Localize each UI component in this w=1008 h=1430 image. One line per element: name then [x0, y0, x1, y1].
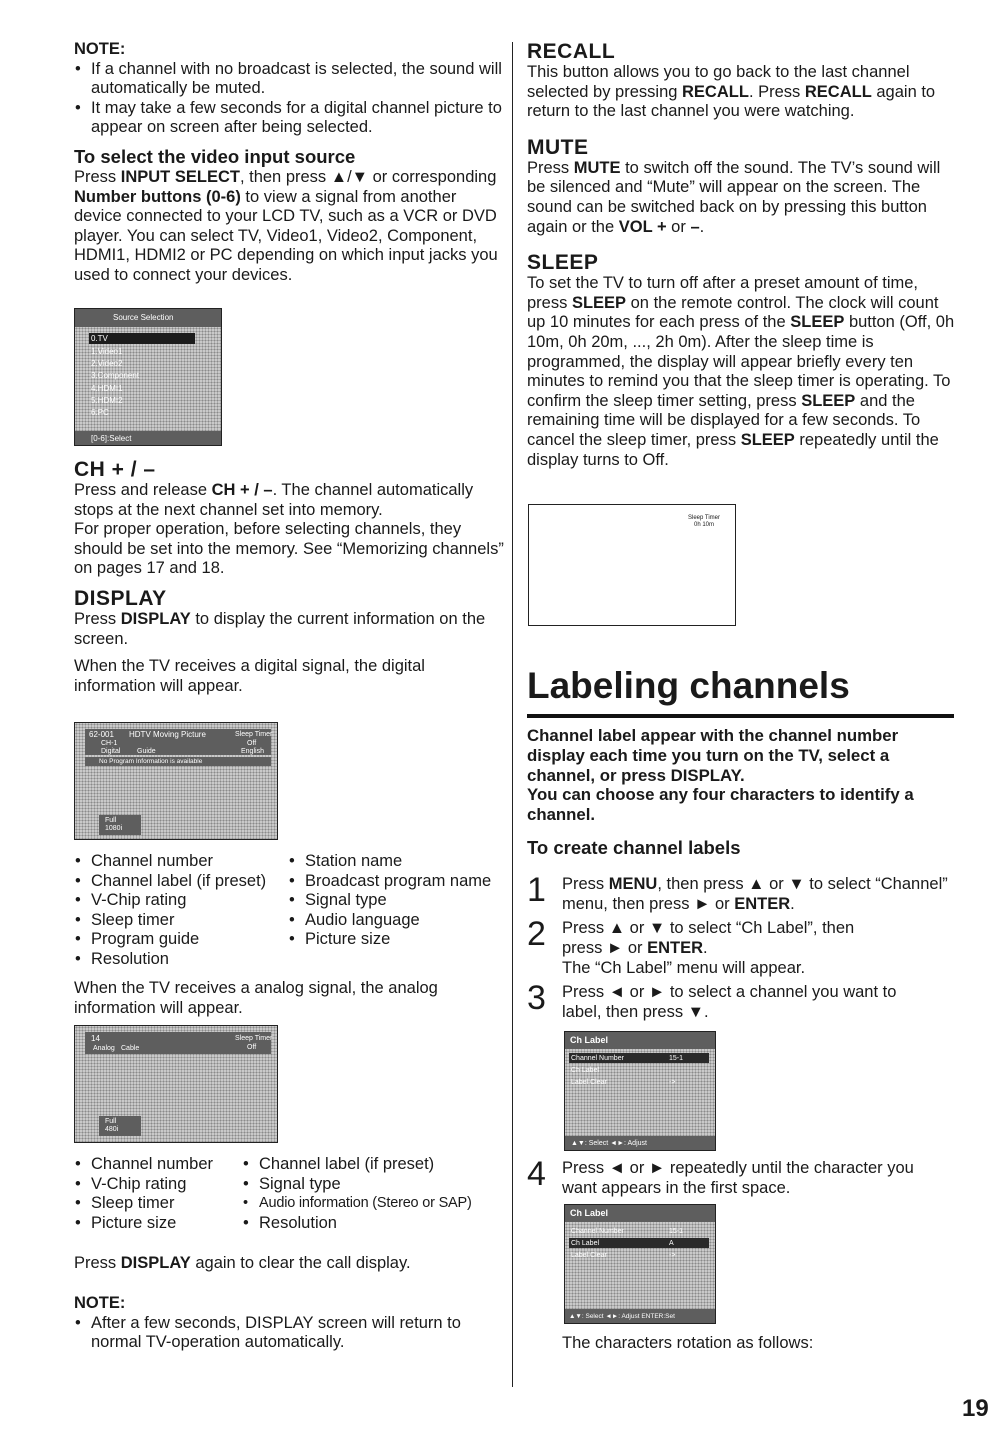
- screen-row-value: ->: [669, 1079, 676, 1086]
- recall-title: RECALL: [527, 40, 616, 63]
- ch-title: CH + / –: [74, 458, 156, 481]
- digital-list-right: [288, 852, 516, 950]
- screen-item: 0.TV: [91, 334, 108, 343]
- screen-sleep-label: Sleep Timer: [687, 515, 720, 521]
- list-item: • V-Chip rating: [74, 891, 289, 911]
- step-text: Press ▲ or ▼ to select “Ch Label”, then press ► or ENTER. The “Ch Label” menu will appear.: [562, 919, 855, 977]
- mute-title: MUTE: [527, 135, 589, 159]
- digital-list-left: [74, 852, 289, 970]
- list-item: • Sleep timer: [74, 911, 289, 931]
- ch-label-screen-2: [564, 1204, 716, 1324]
- ch-section: [74, 458, 504, 696]
- labeling-subtitle: To create channel labels: [527, 836, 741, 858]
- step-number: 2: [527, 915, 546, 953]
- note-title: NOTE:: [74, 1294, 126, 1312]
- screen-sub: Analog: [93, 1045, 115, 1052]
- screen-item: 6.PC: [91, 408, 109, 417]
- screen-header: Source Selection: [113, 313, 174, 322]
- step-text: Press ◄ or ► repeatedly until the character you want appears in the first space.: [562, 1159, 914, 1197]
- note-2: [74, 1294, 504, 1353]
- list-item: • Audio language: [288, 911, 516, 931]
- screen-size: Full: [105, 1118, 117, 1125]
- display-digital-text: When the TV receives a digital signal, the digital information will appear.: [74, 657, 425, 695]
- list-item: • After a few seconds, DISPLAY screen will return to normal TV-operation automatically.: [74, 1314, 504, 1353]
- screen-sleep-value: 0h 10m: [693, 522, 714, 528]
- screen-row-value: A: [669, 1240, 674, 1247]
- list-item: • Station name: [288, 852, 516, 872]
- note-list: [74, 1314, 504, 1353]
- analog-list-right: [242, 1155, 514, 1233]
- page-title: Labeling channels: [527, 665, 850, 706]
- screen-item: 5.HDMI2: [91, 396, 123, 405]
- screen-row: Label Clear: [571, 1252, 607, 1259]
- mute-text: Press MUTE to switch off the sound. The TV’s sound will be silenced and “Mute” will appear on the screen. The sound can be switched back on by pressing this button again or the VOL + or –.: [527, 158, 941, 236]
- screen-item: 4.HDMI1: [91, 384, 123, 393]
- video-input-title: To select the video input source: [74, 145, 356, 167]
- display-text: Press DISPLAY to display the current information on the screen.: [74, 609, 486, 648]
- digital-info-screen: [74, 722, 278, 840]
- list-item: • Channel number: [74, 1155, 244, 1175]
- list-item: • Resolution: [74, 950, 289, 970]
- display-title: DISPLAY: [74, 586, 167, 610]
- screen-row: Channel Number: [571, 1228, 624, 1235]
- screen-row: Ch Label: [571, 1067, 600, 1074]
- list-item: • Channel number: [74, 852, 289, 872]
- screen-sleep-value: Off: [247, 740, 257, 747]
- screen-row: Label Clear: [571, 1079, 607, 1086]
- list-item: • It may take a few seconds for a digital channel picture to appear on screen after being selected.: [74, 99, 504, 138]
- ch-text: Press and release CH + / –. The channel automatically stops at the next channel set into memory.: [74, 481, 474, 519]
- screen-footer: ▲▼: Select ◄►: Adjust: [571, 1140, 647, 1147]
- video-input-text: Press INPUT SELECT, then press ▲/▼ or corresponding Number buttons (0-6) to view a signal from another device connected to your LCD TV, such as a VCR or DVD player. You can select TV, Video1, Video2, Component, HDMI1, HDMI2 or PC depending on which input jacks you used to connect your devices.: [74, 167, 498, 284]
- screen-footer: ▲▼: Select ◄►: Adjust ENTER:Set: [569, 1313, 675, 1320]
- screen-row-value: 15-1: [669, 1228, 684, 1235]
- list-item: • Picture size: [288, 930, 516, 950]
- list-item: • Channel label (if preset): [74, 872, 289, 892]
- ch-label-screen-1: [564, 1031, 716, 1151]
- rotation-text: The characters rotation as follows:: [562, 1334, 814, 1352]
- digital-info-list: [74, 852, 514, 968]
- screen-row: Channel Number: [571, 1055, 624, 1062]
- screen-sleep-value: Off: [247, 1044, 257, 1051]
- labeling-lead: Channel label appear with the channel number display each time you turn on the TV, select a channel, or press DISPLAY.: [527, 726, 899, 785]
- note-list: [74, 60, 504, 138]
- left-column: [74, 40, 504, 286]
- screen-header: Ch Label: [570, 1035, 609, 1045]
- list-item: • Broadcast program name: [288, 872, 516, 892]
- screen-item: 1.Video1: [91, 347, 123, 356]
- title-rule: [527, 714, 954, 718]
- screen-row-value: 15-1: [669, 1055, 684, 1062]
- list-item: • Signal type: [242, 1175, 514, 1195]
- step-number: 3: [527, 979, 546, 1017]
- screen-channel: 62-001: [89, 730, 114, 739]
- labeling-section: [527, 664, 954, 859]
- screen-sub: Guide: [137, 748, 156, 755]
- screen-sub: Cable: [121, 1045, 140, 1052]
- screen-sub: Digital: [101, 748, 121, 755]
- screen-row-value: ->: [669, 1252, 676, 1259]
- display-clear-text: Press DISPLAY again to clear the call display.: [74, 1254, 411, 1272]
- analog-list-left: [74, 1155, 244, 1233]
- screen-footer: [0-6]:Select: [91, 434, 132, 443]
- labeling-lead-2: You can choose any four characters to identify a channel.: [527, 785, 914, 825]
- screen-resolution: 480i: [105, 1126, 119, 1133]
- screen-info: No Program Information is available: [99, 758, 203, 765]
- screen-sleep: Sleep Timer: [235, 1035, 273, 1042]
- list-item: • V-Chip rating: [74, 1175, 244, 1195]
- screen-language: English: [241, 748, 264, 755]
- list-item: • If a channel with no broadcast is selected, the sound will automatically be muted.: [74, 60, 504, 99]
- screen-header: Ch Label: [570, 1208, 609, 1218]
- source-selection-screen: [74, 308, 222, 446]
- list-item: • Resolution: [242, 1214, 514, 1234]
- step-number: 4: [527, 1155, 546, 1193]
- step-number: 1: [527, 871, 546, 909]
- screen-size: Full: [105, 817, 117, 824]
- list-item: • Sleep timer: [74, 1194, 244, 1214]
- list-item: • Program guide: [74, 930, 289, 950]
- screen-row: Ch Label: [571, 1240, 600, 1247]
- list-item: • Picture size: [74, 1214, 244, 1234]
- screen-label: HDTV Moving Picture: [129, 730, 206, 739]
- sleep-text: To set the TV to turn off after a preset amount of time, press SLEEP on the remote control. The clock will count up 10 minutes for each press of the SLEEP button (Off, 0h 10m, 0h 20m, ..., 2h 0m). After the sleep time is programmed, the display will appear briefly every ten minutes to remind you that the sleep timer is operating. To confirm the sleep timer setting, press SLEEP and the remaining time will be displayed for a few seconds. To cancel the sleep timer, press SLEEP repeatedly until the display turns to Off.: [527, 274, 955, 469]
- list-item: • Audio information (Stereo or SAP): [242, 1194, 514, 1214]
- page-number: 19: [962, 1395, 989, 1422]
- display-analog-text: When the TV receives a analog signal, the analog information will appear.: [74, 979, 438, 1017]
- sleep-timer-screen: [528, 504, 736, 626]
- recall-text: This button allows you to go back to the last channel selected by pressing RECALL. Press RECALL again to return to the last channel you were watching.: [527, 63, 936, 121]
- analog-info-screen: [74, 1025, 278, 1143]
- list-item: • Channel label (if preset): [242, 1155, 514, 1175]
- screen-channel: 14: [91, 1034, 100, 1043]
- screen-sub: CH-1: [101, 740, 118, 747]
- list-item: • Signal type: [288, 891, 516, 911]
- note-title: NOTE:: [74, 40, 126, 58]
- step-text: Press MENU, then press ▲ or ▼ to select “Channel” menu, then press ► or ENTER.: [562, 875, 948, 913]
- screen-item: 3.Component: [91, 371, 140, 380]
- screen-item: 2.Video2: [91, 359, 123, 368]
- step-text: Press ◄ or ► to select a channel you want to label, then press ▼.: [562, 983, 897, 1021]
- analog-info-list: [74, 1155, 514, 1237]
- right-column: [527, 40, 957, 470]
- screen-sleep: Sleep Timer: [235, 731, 273, 738]
- screen-resolution: 1080i: [105, 825, 123, 832]
- ch-text-2: For proper operation, before selecting channels, they should be set into the memory. See “Memorizing channels” on pages 17 and 18.: [74, 520, 504, 578]
- sleep-title: SLEEP: [527, 251, 599, 275]
